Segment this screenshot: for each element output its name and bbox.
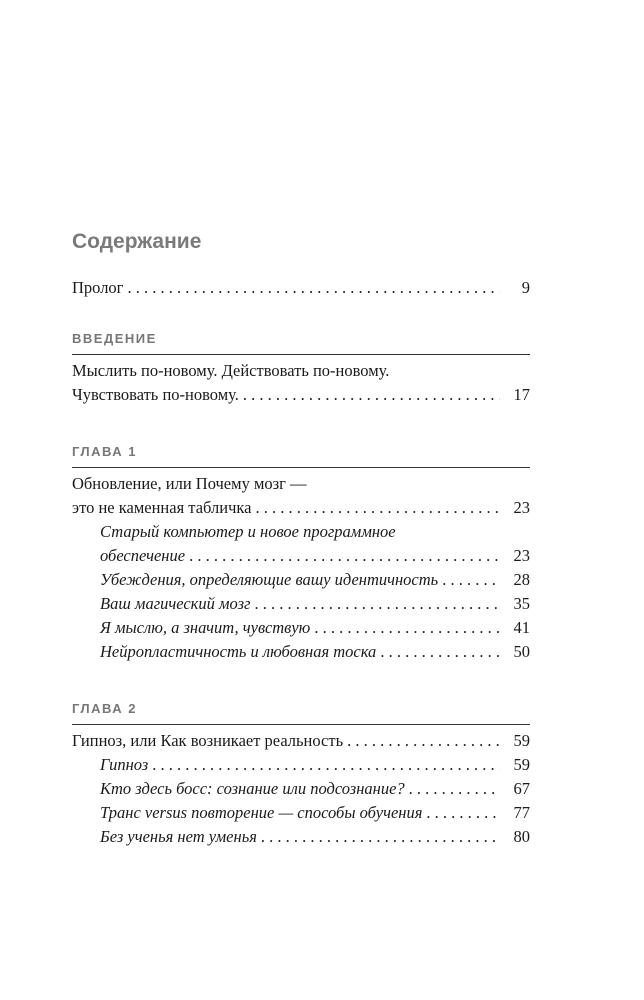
toc-subentry[interactable] [72, 825, 530, 849]
toc-subentry[interactable] [72, 777, 530, 801]
dot-leader [243, 383, 500, 407]
entry-title: Чувствовать по-новому. [72, 385, 239, 404]
dot-leader [255, 496, 500, 520]
entry-title-line: Мыслить по-новому. Действовать по-новому. [72, 361, 390, 380]
divider [72, 467, 530, 468]
dot-leader [261, 825, 500, 849]
divider [72, 354, 530, 355]
dot-leader [442, 568, 500, 592]
entry-title: Пролог [72, 278, 124, 297]
toc-subentry[interactable] [72, 640, 530, 664]
entry-title: обеспечение [100, 546, 186, 565]
dot-leader [127, 276, 500, 300]
entry-title: Убеждения, определяющие вашу идентичность [100, 570, 439, 589]
toc-subentry[interactable] [72, 801, 530, 825]
toc-subentry[interactable] [72, 616, 530, 640]
toc-entry-prologue[interactable] [72, 276, 530, 300]
entry-page-number: 67 [513, 779, 530, 798]
dot-leader [152, 753, 500, 777]
dot-leader [254, 592, 500, 616]
entry-title: это не каменная табличка [72, 498, 252, 517]
entry-title: Гипноз, или Как возникает реальность [72, 731, 344, 750]
toc-subentry[interactable] [72, 753, 530, 777]
section-label-introduction: ВВЕДЕНИЕ [72, 331, 157, 346]
dot-leader [189, 544, 500, 568]
dot-leader [409, 777, 500, 801]
entry-title: Без ученья нет уменья [100, 827, 257, 846]
entry-page-number: 59 [513, 731, 530, 750]
table-of-contents [72, 228, 530, 849]
page-title: Содержание [72, 230, 202, 253]
entry-title: Транс versus повторение — способы обучения [100, 803, 423, 822]
section-label-chapter-1: ГЛАВА 1 [72, 444, 138, 459]
entry-page-number: 23 [513, 546, 530, 565]
entry-page-number: 17 [513, 385, 530, 404]
toc-subentry[interactable] [72, 592, 530, 616]
dot-leader [380, 640, 500, 664]
entry-page-number: 77 [513, 803, 530, 822]
entry-page-number: 35 [513, 594, 530, 613]
entry-page-number: 50 [513, 642, 530, 661]
entry-page-number: 80 [513, 827, 530, 846]
entry-title: Я мыслю, а значит, чувствую [100, 618, 311, 637]
entry-page-number: 9 [521, 278, 530, 297]
divider [72, 724, 530, 725]
entry-page-number: 23 [513, 498, 530, 517]
toc-entry-chapter-1[interactable] [72, 472, 530, 520]
entry-page-number: 59 [513, 755, 530, 774]
entry-title-line: Обновление, или Почему мозг — [72, 474, 307, 493]
toc-subentry[interactable] [72, 520, 530, 568]
entry-page-number: 28 [513, 570, 530, 589]
dot-leader [314, 616, 500, 640]
dot-leader [347, 729, 500, 753]
entry-title: Кто здесь босс: сознание или подсознание? [100, 779, 405, 798]
section-label-chapter-2: ГЛАВА 2 [72, 701, 138, 716]
entry-title: Нейропластичность и любовная тоска [100, 642, 377, 661]
entry-title-line: Старый компьютер и новое программное [100, 522, 396, 541]
toc-entry-introduction[interactable] [72, 359, 530, 407]
entry-page-number: 41 [513, 618, 530, 637]
dot-leader [426, 801, 500, 825]
entry-title: Ваш магический мозг [100, 594, 251, 613]
entry-title: Гипноз [100, 755, 149, 774]
toc-entry-chapter-2[interactable] [72, 729, 530, 753]
toc-subentry[interactable] [72, 568, 530, 592]
